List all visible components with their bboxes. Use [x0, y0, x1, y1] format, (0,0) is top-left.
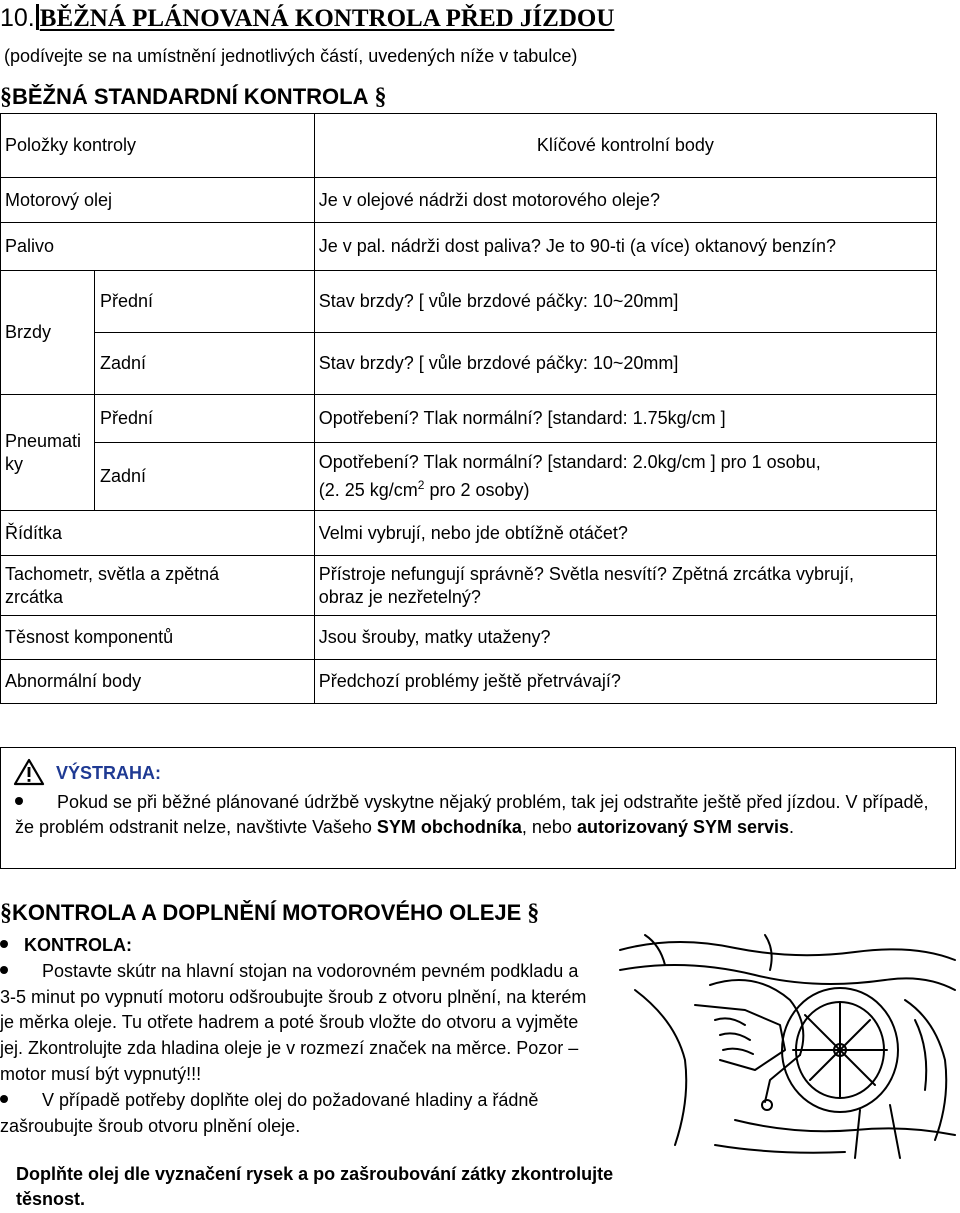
point-instruments-line2: obraz je nezřetelný?	[318, 586, 481, 607]
oil-section-heading	[0, 900, 539, 927]
bullet-icon	[15, 797, 23, 805]
table-row	[1, 660, 937, 704]
table-row	[1, 616, 937, 660]
standard-check-heading	[0, 84, 386, 111]
item-instruments-line1: Tachometr, světla a zpětná	[5, 563, 220, 584]
brakes-front-label: Přední	[94, 271, 314, 333]
warning-header	[13, 758, 161, 791]
brakes-front-point: Stav brzdy? [ vůle brzdové páčky: 10~20mm]	[314, 271, 936, 333]
item-abnormal: Abnormální body	[1, 660, 315, 704]
section-sign-icon: §	[0, 84, 12, 110]
point-oil: Je v olejové nádrži dost motorového oleje?	[314, 178, 936, 223]
cursor-bar	[36, 4, 39, 30]
header-items: Položky kontroly	[1, 114, 315, 178]
point-instruments	[314, 556, 936, 616]
bullet-icon	[0, 940, 8, 948]
section-sign-icon: §	[368, 84, 387, 110]
item-oil: Motorový olej	[1, 178, 315, 223]
oil-section-heading-text: KONTROLA A DOPLNĚNÍ MOTOROVÉHO OLEJE	[12, 900, 522, 925]
warning-text-b: , nebo	[521, 816, 577, 837]
tires-rear-point-line1: Opotřebení? Tlak normální? [standard: 2.0kg/cm ] pro 1 osobu,	[318, 452, 821, 472]
item-instruments-line2: zrcátka	[5, 586, 64, 607]
title-text: BĚŽNÁ PLÁNOVANÁ KONTROLA PŘED JÍZDOU	[39, 5, 615, 32]
section-sign-icon: §	[521, 900, 540, 926]
point-handlebar: Velmi vybrují, nebo jde obtížně otáčet?	[314, 511, 936, 556]
oil-paragraph-1	[0, 959, 590, 1088]
oil-instructions	[0, 933, 590, 1139]
oil-subheading	[0, 933, 590, 959]
check-table	[0, 113, 937, 704]
tires-rear-point-line2a: (2. 25 kg/cm	[318, 480, 418, 500]
item-tires-line2: ky	[5, 453, 23, 474]
table-row	[1, 223, 937, 271]
table-row	[1, 556, 937, 616]
table-row	[1, 511, 937, 556]
section-number: 10.	[0, 4, 35, 32]
oil-subheading-text: KONTROLA:	[24, 935, 132, 955]
warning-text-a: Pokud se při běžné plánované údržbě vyskytne nějaký problém, tak jej odstraňte ještě před jízdou. V případě, že problém odstranit nelze, navštivte Vašeho	[15, 792, 929, 837]
point-abnormal: Předchozí problémy ještě přetrvávají?	[314, 660, 936, 704]
point-fuel: Je v pal. nádrži dost paliva? Je to 90-ti (a více) oktanový benzín?	[314, 223, 936, 271]
tires-front-label: Přední	[94, 395, 314, 443]
section-sign-icon: §	[0, 900, 12, 926]
oil-paragraph-1-text: Postavte skútr na hlavní stojan na vodorovném pevném podkladu a 3-5 minut po vypnutí motoru odšroubujte šroub z otvoru plnění, na kterém je měrka oleje. Tu otřete hadrem a poté šroub vložte do otvoru a vyjměte jej. Zkontrolujte zda hladina oleje je v rozmezí značek na měrce. Pozor – motor musí být vypnutý!!!	[0, 960, 587, 1084]
tires-rear-label: Zadní	[94, 443, 314, 511]
standard-check-heading-text: BĚŽNÁ STANDARDNÍ KONTROLA	[12, 84, 369, 109]
page-subtitle: (podívejte se na umístnění jednotlivých částí, uvedených níže v tabulce)	[4, 46, 578, 66]
bullet-icon	[0, 1095, 8, 1103]
table-row	[1, 333, 937, 395]
bullet-icon	[0, 966, 8, 974]
warning-text-c: .	[789, 816, 795, 837]
page-title	[0, 4, 614, 33]
brakes-rear-label: Zadní	[94, 333, 314, 395]
oil-final-note: Doplňte olej dle vyznačení rysek a po zašroubování zátky zkontrolujte těsnost.	[16, 1164, 614, 1209]
warning-text	[15, 790, 935, 839]
item-tires	[1, 395, 95, 511]
tires-rear-point	[314, 443, 936, 511]
table-row	[1, 271, 937, 333]
oil-paragraph-2-text: V případě potřeby doplňte olej do požadované hladiny a řádně zašroubujte šroub otvoru plnění oleje.	[0, 1089, 539, 1136]
tires-front-point: Opotřebení? Tlak normální? [standard: 1.75kg/cm ]	[314, 395, 936, 443]
item-tires-line1: Pneumati	[5, 430, 82, 451]
oil-dipstick-illustration	[615, 930, 960, 1160]
table-header-row	[1, 114, 937, 178]
table-row	[1, 178, 937, 223]
warning-box	[0, 747, 956, 869]
item-handlebar: Řídítka	[1, 511, 315, 556]
item-instruments	[1, 556, 315, 616]
point-instruments-line1: Přístroje nefungují správně? Světla nesvítí? Zpětná zrcátka vybrují,	[318, 563, 855, 584]
item-fuel: Palivo	[1, 223, 315, 271]
brakes-rear-point: Stav brzdy? [ vůle brzdové páčky: 10~20mm]	[314, 333, 936, 395]
oil-paragraph-2	[0, 1088, 590, 1140]
warning-service: autorizovaný SYM servis	[576, 816, 790, 837]
header-points: Klíčové kontrolní body	[314, 114, 936, 178]
item-tightness: Těsnost komponentů	[1, 616, 315, 660]
table-row	[1, 395, 937, 443]
item-brakes: Brzdy	[1, 271, 95, 395]
superscript-two: 2	[417, 478, 425, 492]
table-row	[1, 443, 937, 511]
warning-dealer: SYM obchodníka	[376, 816, 522, 837]
warning-label: VÝSTRAHA:	[56, 763, 162, 783]
warning-triangle-icon	[13, 758, 45, 786]
point-tightness: Jsou šrouby, matky utaženy?	[314, 616, 936, 660]
tires-rear-point-line2b: pro 2 osoby)	[424, 480, 530, 500]
